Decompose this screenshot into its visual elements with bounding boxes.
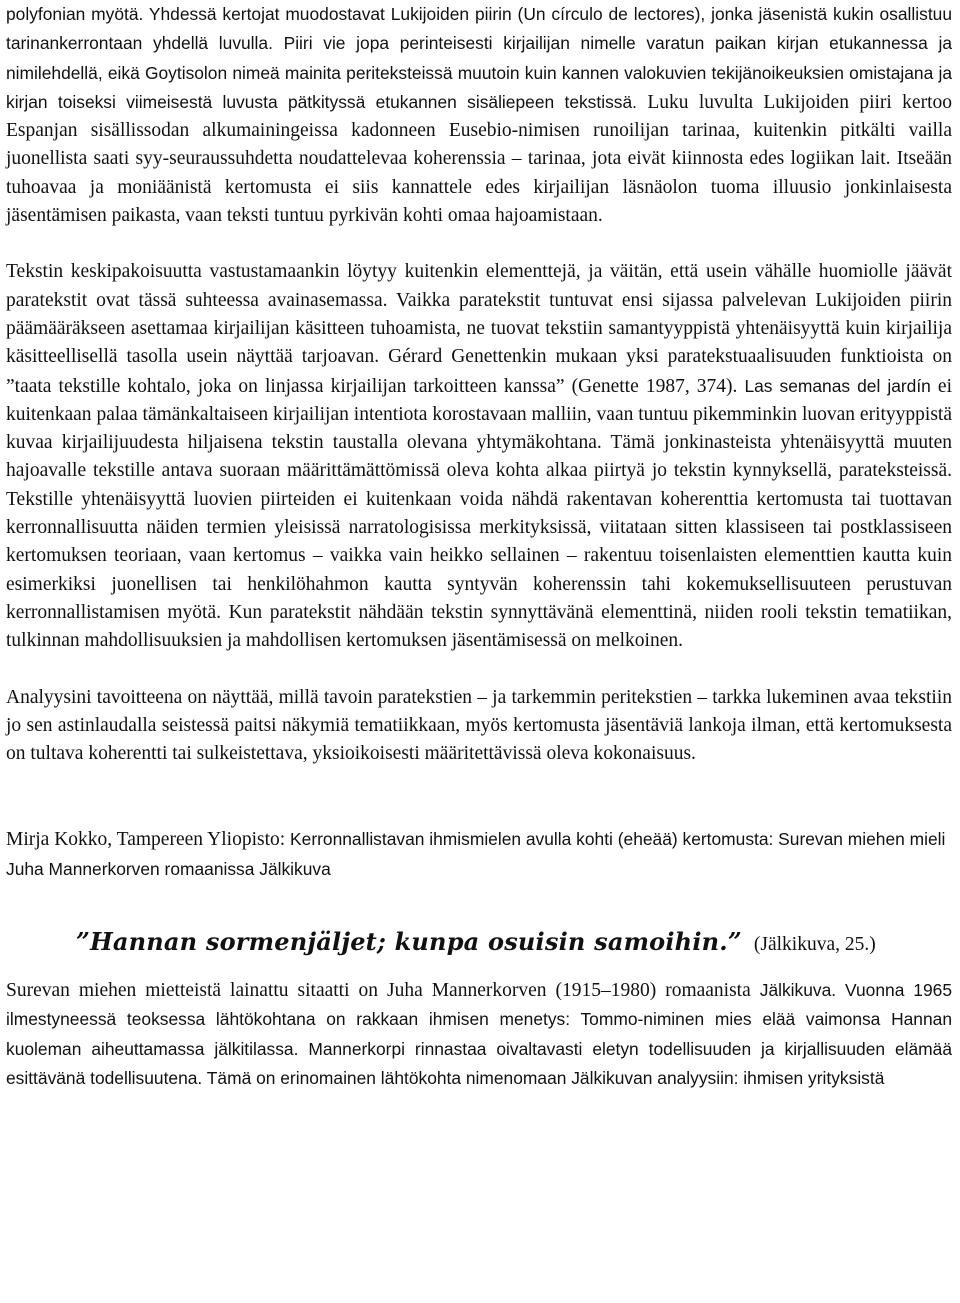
- paragraph-analyysi: [6, 684, 952, 769]
- paragraph-gap: [6, 656, 952, 684]
- paragraph-jalkikuva-intro: [6, 976, 952, 1093]
- paragraph-paratekstit: [6, 258, 952, 655]
- epigraph: [6, 912, 952, 968]
- epigraph-reference: (Jälkikuva, 25.): [753, 934, 876, 956]
- paragraph-text: Surevan miehen mietteistä lainattu sitaatti on Juha Mannerkorven (1915–1980) romaanista: [6, 980, 760, 1002]
- book-title-sans: Las semanas del jardín: [737, 375, 931, 396]
- paragraph-text-sans: Jälkikuva. Vuonna 1965 ilmestyneessä teoksessa lähtökohtana on rakkaan ihmisen menetys: Tommo-niminen mies elää vaimonsa Hannan kuoleman aiheuttamassa jälkitilassa. Mannerkorpi rinnastaa oivaltavasti eletyn todellisuuden ja kirjallisuuden elämää esittävänä todellisuutena. Tämä on erinomainen lähtökohta nimenomaan Jälkikuvan analyysiin: ihmisen yrityksistä: [6, 980, 952, 1088]
- article-source: [6, 825, 952, 884]
- article-author: Mirja Kokko, Tampereen Yliopisto:: [6, 829, 291, 851]
- paragraph-text: ei kuitenkaan palaa tämänkaltaiseen kirjailijan intentiota korostavaan malliin, vaan tuntuu pikemminkin luovan erityyppistä kuvaa kirjailijuudesta hiljaisena tekstin taustalla olevana yhtymäkohtana. Tämä jonkinasteista yhtenäisyyttä muuten hajoavalle tekstille antava suoraan määrittämättömissä oleva kohta alkaa piirtyä jo tekstin kynnyksellä, parateksteissä. Tekstille yhtenäisyyttä luovien piirteiden ei kuitenkaan voida nähdä rakentavan koherenttia kertomusta tai tuottavan kerronnallisuutta näiden termien yleisissä narratologisissa merkityksissä, viitataan sitten klassiseen tai postklassiseen kertomuksen teoriaan, vaan kertomus – vaikka vain heikko sellainen – rakentuu toisenlaisten elementtien kautta kuin esimerkiksi juonellisen tai henkilöhahmon kautta syntyvän koherenssin tahi kokemuksellisuuteen perustuvan kerronnallistamisen myötä. Kun paratekstit nähdään tekstin synnyttävänä elementtinä, niiden rooli tekstin tematiikan, tulkinnan mahdollisuuksien ja mahdollisen kertomuksen jäsentämisessä on melkoinen.: [6, 375, 953, 652]
- document-page: [6, 0, 952, 1093]
- paragraph-gap: [6, 230, 952, 258]
- paragraph-lukijoiden-piiri: [6, 0, 952, 230]
- paragraph-text-sans: polyfonian myötä. Yhdessä kertojat muodostavat Lukijoiden piirin (Un círculo de lectores), jonka jäsenistä kukin osallistuu tarinankerrontaan yhdellä luvulla. Piiri vie jopa perinteisesti kirjailijan nimelle varatun paikan kirjan etukannessa ja nimilehdellä, eikä Goytisolon nimeä mainita periteksteissä muutoin kuin kannen valokuvien tekijänoikeuksien omistajana ja kirjan toiseksi viimeisestä luvusta pätkityssä etukannen sisäliepeen tekstissä.: [6, 4, 952, 112]
- epigraph-quote: ”Hannan sormenjäljet; kunpa osuisin samoihin.”: [76, 927, 742, 957]
- paragraph-text: Tekstin keskipakoisuutta vastustamaankin löytyy kuitenkin elementtejä, ja väitän, että usein vähälle huomiolle jäävät paratekstit ovat tässä suhteessa avainasemassa. Vaikka paratekstit tuntuvat ensi sijassa palvelevan Lukijoiden piirin päämääräkseen asettamaa kirjailijan käsitteen tuhoamista, ne tuovat tekstiin samantyyppistä yhtenäisyyttä kuin kirjailija käsitteellisellä tasolla usein näyttää tarjoavan. Gérard Genettenkin mukaan yksi paratekstuaalisuuden funktioista on ”taata tekstille kohtalo, joka on linjassa kirjailijan tarkoitteen kanssa” (Genette 1987, 374).: [6, 261, 952, 397]
- paragraph-text: Luku luvulta Lukijoiden piiri kertoo Espanjan sisällissodan alkumainingeissa kadonneen Eusebio-nimisen runoilijan tarinaa, kuitenkin pitkälti vailla juonellista saati syy-seuraussuhdetta noudattelevaa koherenssia – tarinaa, jota eivät kiinnosta edes logiikan lait. Itseään tuhoavaa ja moniäänistä kertomusta ei siis kannattele edes kirjailijan läsnäolon tuoma illuusio jonkinlaisesta jäsentämisen paikasta, vaan teksti tuntuu pyrkivän kohti omaa hajoamistaan.: [6, 91, 953, 227]
- article-title: Kerronnallistavan ihmismielen avulla kohti (eheää) kertomusta: Surevan miehen mieli Juha Mannerkorven romaanissa Jälkikuva: [6, 829, 946, 879]
- section-gap: [6, 768, 952, 825]
- paragraph-text: Analyysini tavoitteena on näyttää, millä tavoin paratekstien – ja tarkemmin peritekstien – tarkka lukeminen avaa tekstiin jo sen astinlaudalla seistessä paitsi näkymiä tematiikkaan, myös kertomusta jäsentäviä lankoja ilman, että kertomuksesta on tultava koherentti tai sulkeistettava, yksioikoisesti määritettävissä oleva kokonaisuus.: [6, 686, 952, 765]
